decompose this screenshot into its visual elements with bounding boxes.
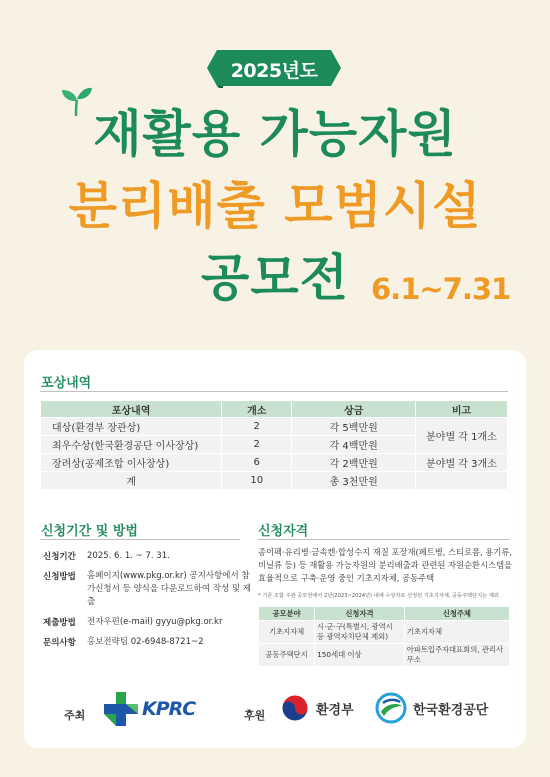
- table-row-total: [41, 472, 508, 490]
- prize-section-title: 포상내역: [41, 376, 92, 391]
- table-cell: 계: [41, 472, 222, 490]
- keco-mark-icon: [375, 692, 407, 724]
- ministry-environment-text: 환경부: [316, 703, 354, 718]
- table-cell: 2: [222, 436, 292, 454]
- keco-logo: [375, 687, 517, 729]
- year-badge: [205, 48, 343, 88]
- list-item: [43, 616, 255, 629]
- table-cell: 공동주택단지: [259, 644, 315, 667]
- item-value: 전자우편(e-mail) gyyu@pkg.or.kr: [87, 617, 223, 627]
- prize-divider: [40, 391, 508, 392]
- date-range: 6.1~7.31: [371, 272, 511, 306]
- column-header: 신청주체: [404, 607, 509, 621]
- qualification-table: [258, 606, 510, 667]
- item-key: 신청기간: [43, 552, 76, 562]
- keco-logo-text: 한국환경공단: [413, 703, 489, 718]
- year-badge-text: 2025년도: [230, 60, 318, 82]
- sponsor-label: 후원: [244, 709, 266, 722]
- table-cell: 각 4백만원: [292, 436, 416, 454]
- item-value: 2025. 6. 1. ~ 7. 31.: [87, 551, 170, 561]
- info-card: [24, 350, 526, 748]
- table-row: [41, 418, 508, 436]
- table-cell: 6: [222, 454, 292, 472]
- item-key: 문의사항: [43, 638, 76, 648]
- column-header: 비고: [415, 401, 507, 418]
- table-cell: 150세대 이상: [315, 644, 405, 667]
- table-row: [259, 621, 510, 644]
- host-label: 주최: [64, 709, 86, 722]
- item-key: 제출방법: [43, 618, 76, 628]
- kprc-mark-icon: [102, 690, 140, 728]
- table-cell: 10: [222, 472, 292, 490]
- kprc-logo: [102, 689, 196, 729]
- qualification-description: 종이팩·유리병·금속캔·합성수지 재질 포장재(페트병, 스티로폼, 용기류, 비닐류 등) 등 재활용 가능자원의 분리배출과 관련된 자원순환시스템을 효율적으로 구축·운영 중인 기초지자체, 공동주택: [258, 547, 513, 583]
- table-cell: 총 3천만원: [292, 472, 416, 490]
- list-item: [43, 570, 255, 609]
- column-header: 상금: [292, 401, 416, 418]
- table-cell: 2: [222, 418, 292, 436]
- table-cell: 시·군·구(특별시, 광역시 등 광역자치단체 제외): [315, 621, 405, 644]
- taegeuk-icon: [280, 693, 310, 723]
- table-cell: 장려상(공제조합 이사장상): [41, 454, 222, 472]
- list-item: [43, 550, 255, 563]
- item-value: 홍보전략팀 02-6948-8721~2: [87, 637, 204, 647]
- column-header: 개소: [222, 401, 292, 418]
- title-line-2: 분리배출 모범시설: [68, 177, 482, 235]
- table-header-row: [259, 607, 510, 621]
- title-line-3: 공모전: [201, 249, 349, 307]
- list-item: [43, 636, 255, 649]
- table-cell: 대상(환경부 장관상): [41, 418, 222, 436]
- period-divider: [40, 539, 240, 540]
- ministry-environment-logo: [280, 688, 370, 728]
- table-cell: [415, 472, 507, 490]
- table-cell: 각 5백만원: [292, 418, 416, 436]
- column-header: 공모분야: [259, 607, 315, 621]
- table-header-row: [41, 401, 508, 418]
- table-cell-note: 분야별 각 1개소: [415, 418, 507, 454]
- table-cell: 기초지자체: [259, 621, 315, 644]
- column-header: 신청자격: [315, 607, 405, 621]
- period-list: [43, 550, 255, 656]
- title-line-1: 재활용 가능자원: [93, 105, 457, 163]
- column-header: 포상내역: [41, 401, 222, 418]
- table-cell-note: 분야별 각 3개소: [415, 454, 507, 472]
- prize-table: [40, 400, 508, 490]
- table-cell: 아파트입주자대표회의, 관리사무소: [404, 644, 509, 667]
- period-section-title: 신청기간 및 방법: [41, 524, 138, 539]
- qualification-note: * 기존 조합 주관 공모전에서 2년(2023~2024년) 내에 수상자로 선정된 기초지자체, 공동주택단지는 제외: [258, 593, 499, 599]
- table-cell: 각 2백만원: [292, 454, 416, 472]
- qualification-divider: [258, 539, 510, 540]
- item-value: 홈페이지(www.pkg.or.kr) 공지사항에서 참가신청서 등 양식을 다운로드하여 작성 및 제출: [87, 571, 252, 607]
- table-row: [41, 454, 508, 472]
- kprc-logo-text: KPRC: [142, 698, 196, 720]
- table-cell: 기초지자체: [404, 621, 509, 644]
- table-row: [259, 644, 510, 667]
- item-key: 신청방법: [43, 572, 76, 582]
- qualification-section-title: 신청자격: [258, 524, 309, 539]
- table-cell: 최우수상(한국환경공단 이사장상): [41, 436, 222, 454]
